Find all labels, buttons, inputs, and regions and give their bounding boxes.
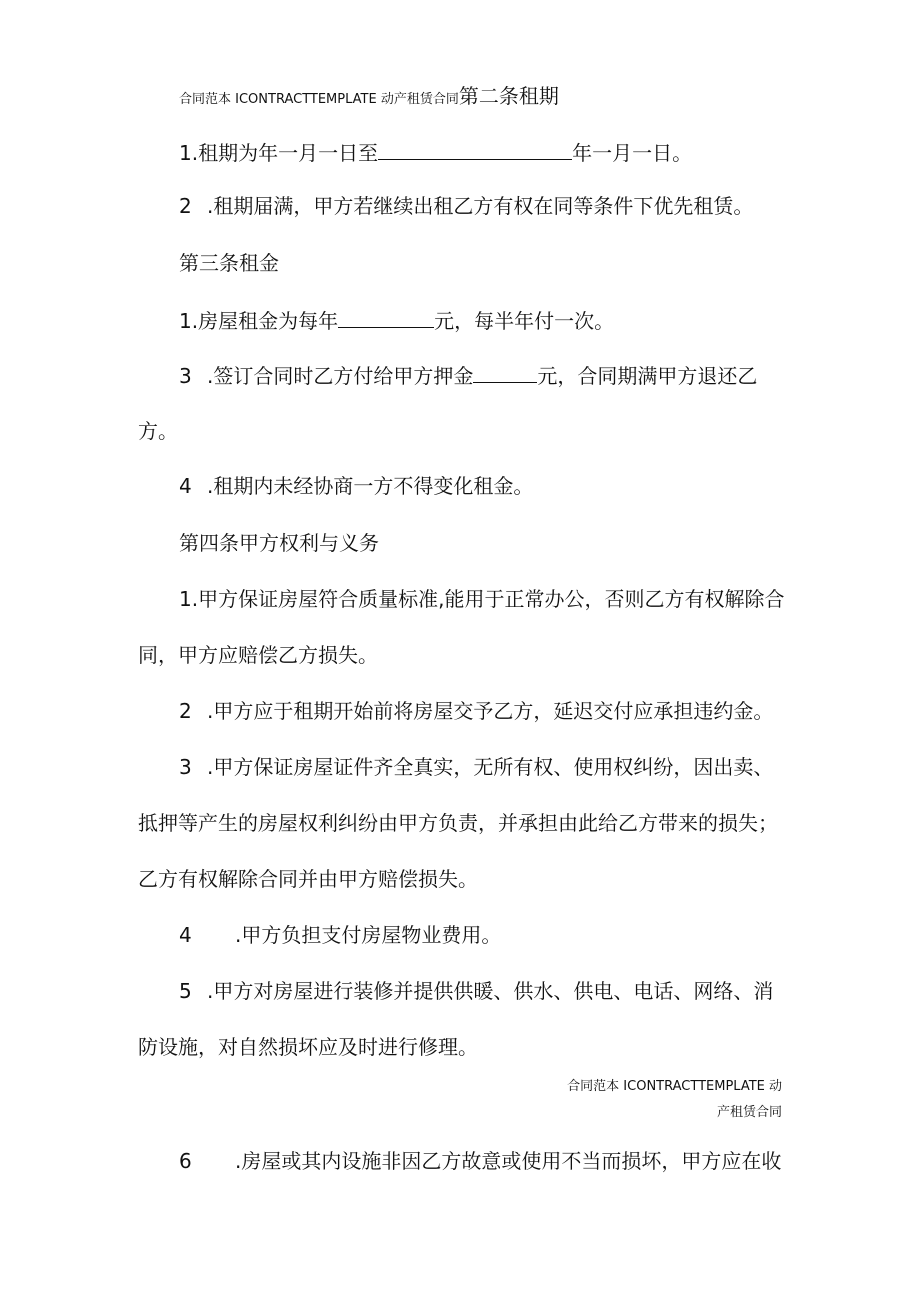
clause-text: 元，合同期满甲方退还乙: [537, 364, 758, 388]
clause-4-5: [179, 979, 773, 1003]
clause-3-3: [179, 362, 757, 388]
section-title-2: 第二条租期: [458, 84, 559, 108]
blank-field: [378, 139, 572, 160]
clause-text: .甲方保证房屋证件齐全真实，无所有权、使用权纠纷，因出卖、: [207, 755, 774, 779]
clause-3-4: [179, 474, 533, 498]
clause-2-1: [179, 139, 692, 165]
clause-text: 1.房屋租金为每年: [179, 309, 339, 333]
clause-number: 3: [179, 755, 192, 779]
clause-text: .租期内未经协商一方不得变化租金。: [207, 474, 534, 498]
clause-number: 5: [179, 979, 192, 1003]
clause-4-1: 1.甲方保证房屋符合质量标准,能用于正常办公，否则乙方有权解除合: [179, 587, 785, 611]
blank-field: [473, 362, 537, 383]
clause-4-3-cont-2: 乙方有权解除合同并由甲方赔偿损失。: [138, 867, 478, 891]
clause-number: 6: [179, 1149, 192, 1173]
section-title-3: 第三条租金: [179, 251, 279, 275]
clause-4-4: [179, 923, 501, 947]
clause-number: 4: [179, 923, 192, 947]
clause-text: .甲方负担支付房屋物业费用。: [235, 923, 502, 947]
page-header: [179, 84, 559, 112]
clause-2-2: [179, 194, 753, 218]
clause-4-3-cont-1: 抵押等产生的房屋权利纠纷由甲方负责，并承担由此给乙方带来的损失；: [138, 811, 778, 835]
section-title-4: 第四条甲方权利与义务: [179, 531, 379, 555]
clause-text: 1.租期为年一月一日至: [179, 141, 379, 165]
page-footer: [567, 1078, 782, 1122]
clause-4-1-cont: 同，甲方应赔偿乙方损失。: [138, 643, 378, 667]
blank-field: [338, 307, 434, 328]
footer-line-2: 产租赁合同: [716, 1105, 782, 1120]
clause-number: 3: [179, 364, 192, 388]
clause-4-2: [179, 699, 773, 723]
clause-text: .签订合同时乙方付给甲方押金: [207, 364, 474, 388]
clause-3-3-cont: 方。: [138, 419, 178, 443]
clause-3-1: [179, 307, 614, 333]
clause-number: 2: [179, 194, 192, 218]
clause-4-5-cont: 防设施，对自然损坏应及时进行修理。: [138, 1035, 478, 1059]
clause-text: .甲方应于租期开始前将房屋交予乙方，延迟交付应承担违约金。: [207, 699, 774, 723]
clause-4-6: [179, 1149, 781, 1173]
clause-text: .租期届满，甲方若继续出租乙方有权在同等条件下优先租赁。: [207, 194, 754, 218]
clause-text: .房屋或其内设施非因乙方故意或使用不当而损坏，甲方应在收: [235, 1149, 782, 1173]
clause-number: 4: [179, 474, 192, 498]
clause-4-3: [179, 755, 773, 779]
clause-text: 年一月一日。: [572, 141, 693, 165]
clause-text: 元，每半年付一次。: [434, 309, 615, 333]
header-prefix: 合同范本 ICONTRACTTEMPLATE 动产租赁合同: [179, 92, 459, 107]
clause-text: .甲方对房屋进行装修并提供供暖、供水、供电、电话、网络、消: [207, 979, 774, 1003]
footer-line-1: 合同范本 ICONTRACTTEMPLATE 动: [567, 1079, 782, 1094]
clause-number: 2: [179, 699, 192, 723]
